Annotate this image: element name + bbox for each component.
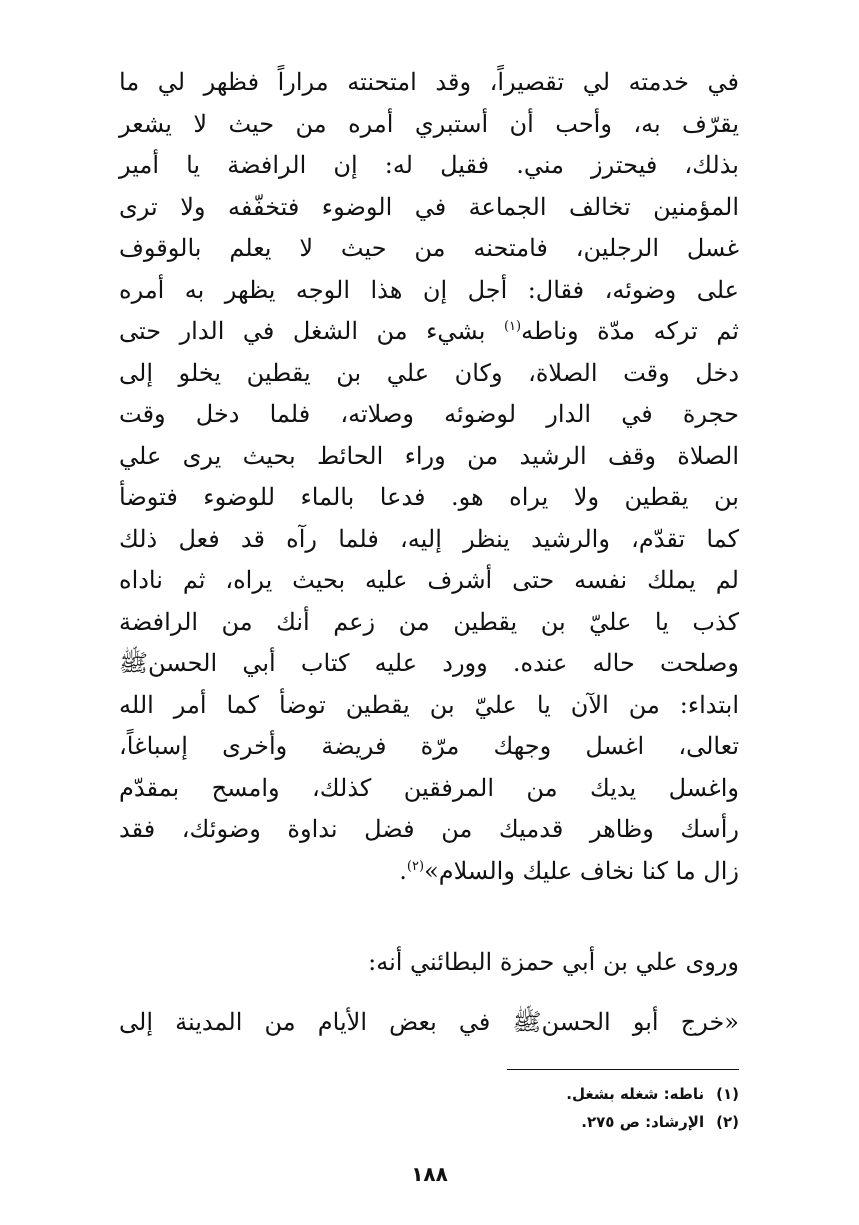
text-line-15 xyxy=(119,643,739,685)
footnote-separator xyxy=(507,1069,739,1070)
text-line-20 xyxy=(119,851,739,893)
end-period: . xyxy=(399,856,407,885)
text-line-13: لم يملك نفسه حتى أشرف عليه بحيث يراه، ثم ناداه xyxy=(119,566,739,594)
text-line-14: كذب يا عليّ بن يقطين من زعم أنك من الرافضة xyxy=(119,607,739,636)
narration-start-text: «خرج أبو الحسن xyxy=(541,1008,739,1036)
quoted-narrative xyxy=(119,62,739,892)
text-line-5: غسل الرجلين، فامتحنه من حيث لا يعلم بالوقوف xyxy=(119,234,739,262)
footnote-ref-2[interactable]: (٢) xyxy=(406,858,425,874)
footnotes xyxy=(119,1080,739,1136)
footnote-1 xyxy=(119,1080,739,1108)
narration-start-line xyxy=(119,1000,739,1044)
text-line-3: بذلك، فيحترز مني. فقيل له: إن الرافضة يا أمير xyxy=(119,151,739,179)
honorific-glyph-2: ﷺ xyxy=(512,1008,542,1036)
text-line-6: على وضوئه، فقال: أجل إن هذا الوجه يظهر به أمره xyxy=(119,275,739,304)
text-line-7 xyxy=(119,311,739,353)
text-line-4: المؤمنين تخالف الجماعة في الوضوء فتخفّفه ولا ترى xyxy=(119,192,739,221)
honorific-glyph: ﷺ xyxy=(119,649,148,677)
text-line-1: في خدمته لي تقصيراً، وقد امتحنته مراراً فظهر لي ما xyxy=(119,68,739,96)
text-line-2: يقرّف به، وأحب أن أستبري أمره من حيث لا يشعر xyxy=(119,109,739,138)
text-line-19: رأسك وظاهر قدميك من فضل نداوة وضوئك، فقد xyxy=(119,815,739,843)
text-line-7-part-b: بشيء من الشغل في الدار حتى xyxy=(119,317,486,345)
text-line-18: واغسل يديك من المرفقين كذلك، وامسح بمقدّم xyxy=(119,773,739,802)
text-line-9: حجرة في الدار لوضوئه وصلاته، فلما دخل وقت xyxy=(119,400,739,428)
footnote-ref-1[interactable]: (١) xyxy=(503,319,522,334)
page-number: ١٨٨ xyxy=(411,1162,448,1186)
footnote-2-number: (٢) xyxy=(716,1113,739,1131)
footnote-2-text: الإرشاد: ص ٢٧٥. xyxy=(581,1113,705,1131)
narration-intro: وروى علي بن أبي حمزة البطائني أنه: xyxy=(368,948,739,976)
text-line-20-text: زال ما كنا نخاف عليك والسلام» xyxy=(424,856,739,885)
text-line-8: دخل وقت الصلاة، وكان علي بن يقطين يخلو إلى xyxy=(119,358,739,387)
text-line-12: كما تقدّم، والرشيد ينظر إليه، فلما رآه قد فعل ذلك xyxy=(119,524,739,553)
footnote-2 xyxy=(119,1108,739,1136)
footnote-1-text: ناطه: شغله بشغل. xyxy=(566,1085,705,1103)
footnote-1-number: (١) xyxy=(716,1085,739,1103)
text-line-7-part-a: ثم تركه مدّة وناطه xyxy=(521,317,739,345)
text-line-10: الصلاة وقف الرشيد من وراء الحائط بحيث يرى علي xyxy=(119,441,739,470)
text-line-11: بن يقطين ولا يراه هو. فدعا بالماء للوضوء فتوضأ xyxy=(119,483,739,511)
narration-start-text-end: في بعض الأيام من المدينة إلى xyxy=(119,1008,491,1036)
text-line-17: تعالى، اغسل وجهك مرّة فريضة وأخرى إسباغاً، xyxy=(119,732,739,760)
text-line-15-text: وصلحت حاله عنده. وورد عليه كتاب أبي الحسن xyxy=(148,649,739,677)
text-line-16: ابتداء: من الآن يا عليّ بن يقطين توضأ كما أمر الله xyxy=(119,690,739,719)
